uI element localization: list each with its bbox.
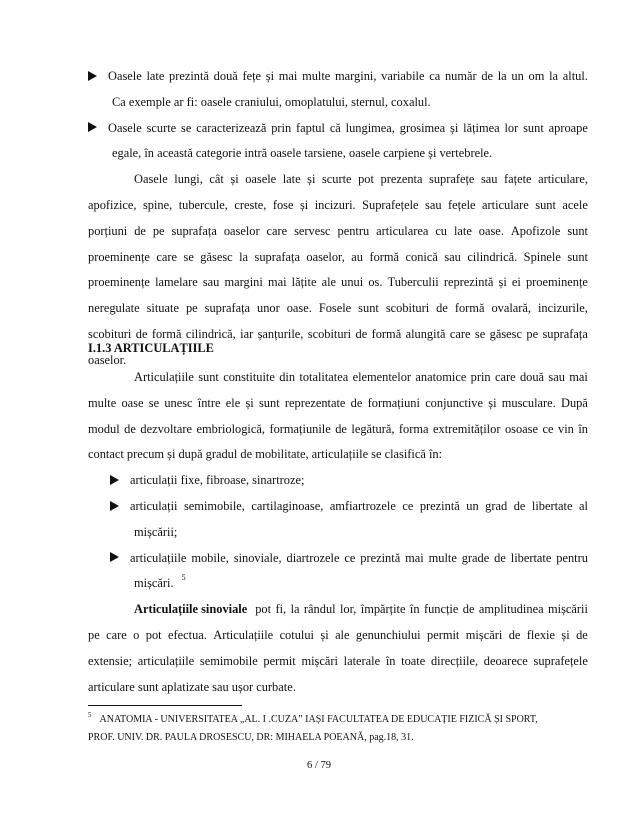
- footnote-reference[interactable]: 5: [181, 573, 186, 583]
- bold-term: Articulațiile sinoviale: [134, 602, 248, 617]
- text-line: proeminențe lamelare sau margini mai lățite ale unui os. Tuberculii reprezintă și ei proeminențe: [88, 275, 588, 290]
- text-span: articulații fixe, fibroase, sinartroze;: [130, 473, 305, 488]
- text-span: mișcări.: [134, 576, 174, 591]
- text-line: [88, 442, 588, 468]
- arrow-bullet-icon: [110, 552, 119, 562]
- text-span: egale, în această categorie intră oasele tarsiene, oasele carpiene și vertebrele.: [112, 146, 493, 161]
- text-line: pe care o pot efectua. Articulațiile cotului și ale genunchiului permit mișcări de flexie și de: [88, 627, 588, 642]
- text-line: [88, 90, 588, 116]
- text-span: contact precum și după gradul de mobilitate, articulațiile se clasifică în:: [88, 447, 443, 462]
- text-line: apofizice, spine, tubercule, creste, fose și incizuri. Suprafețele sau fețele articulare sunt acele: [88, 197, 588, 212]
- text-line: [88, 597, 588, 623]
- arrow-bullet-icon: [88, 71, 97, 81]
- text-line: Articulațiile sunt constituite din totalitatea elementelor anatomice prin care două sau mai: [134, 370, 588, 384]
- bullet-line: [88, 116, 588, 142]
- text-line: scobituri de formă cilindrică, iar șanțurile, scobituri de formă alungită care se găsesc pe suprafața: [88, 326, 588, 341]
- text-line: articulațiile mobile, sinoviale, diartrozele ce prezintă mai multe grade de libertate pentru: [130, 550, 588, 565]
- text-line: modul de dezvoltare embriologică, formațiunile de legătură, forma extremităților osoase ce vin în: [88, 421, 588, 436]
- list-item: [88, 546, 588, 572]
- page-number: 6 / 79: [307, 760, 331, 771]
- text-line: Oasele scurte se caracterizează prin faptul că lungimea, grosimea și lățimea lor sunt aproape: [108, 120, 588, 135]
- text-line: [88, 571, 588, 597]
- footnote: [88, 711, 588, 747]
- text-line: [88, 520, 588, 546]
- text-line: extensie; articulațiile semimobile permit mișcări laterale în toate direcțiile, deoarece suprafețele: [88, 653, 588, 668]
- footnote-divider: [88, 705, 242, 706]
- footnote-number: 5: [88, 711, 92, 719]
- arrow-bullet-icon: [88, 122, 97, 132]
- text-line: porțiuni de pe suprafața oaselor care servesc pentru articularea cu late oase. Apofizole sunt: [88, 223, 588, 238]
- text-line: multe oase se unesc între ele și sunt reprezentate de formațiuni conjunctive și musculare. După: [88, 395, 588, 410]
- text-span: articulare sunt aplatizate sau ușor curbate.: [88, 679, 296, 694]
- bullet-line: [88, 64, 588, 90]
- list-item: [88, 494, 588, 520]
- text-span: Ca exemple ar fi: oasele craniului, omoplatului, sternul, coxalul.: [112, 94, 431, 109]
- body-text-top: [88, 64, 588, 374]
- footnote-text: ANATOMIA - UNIVERSITATEA „AL. I .CUZA” IAȘI FACULTATEA DE EDUCAȚIE FIZICĂ ȘI SPORT,: [99, 714, 538, 725]
- text-line: articulații semimobile, cartilaginoase, amfiartrozele ce prezintă un grad de libertate al: [130, 498, 588, 513]
- text-span: pot fi, la rândul lor, împărțite în funcție de amplitudinea mișcării: [255, 602, 588, 617]
- footnote-line: PROF. UNIV. DR. PAULA DROSESCU, DR: MIHAELA POEANĂ, pag.18, 31.: [88, 732, 414, 743]
- text-span: oaselor.: [88, 352, 127, 367]
- text-line: proeminențe care se găsesc la suprafața oaselor, au formă conică sau cilindrică. Spinele sunt: [88, 249, 588, 264]
- section-heading: I.1.3 ARTICULAȚIILE: [88, 341, 214, 355]
- text-line: neregulate situate pe suprafața unor oase. Fosele sunt scobituri de formă ovalară, incizurile,: [88, 301, 588, 316]
- arrow-bullet-icon: [110, 475, 119, 485]
- list-item: [88, 468, 588, 494]
- text-span: mișcării;: [134, 524, 178, 539]
- text-line: [88, 675, 588, 701]
- footnote-line: [88, 711, 588, 729]
- body-text-bottom: [88, 365, 588, 700]
- text-line: Oasele late prezintă două fețe și mai multe margini, variabile ca număr de la un om la altul.: [108, 69, 588, 83]
- text-line: [88, 141, 588, 167]
- arrow-bullet-icon: [110, 501, 119, 511]
- text-line: Oasele lungi, cât și oasele late și scurte pot prezenta suprafețe sau fațete articulare,: [134, 172, 588, 187]
